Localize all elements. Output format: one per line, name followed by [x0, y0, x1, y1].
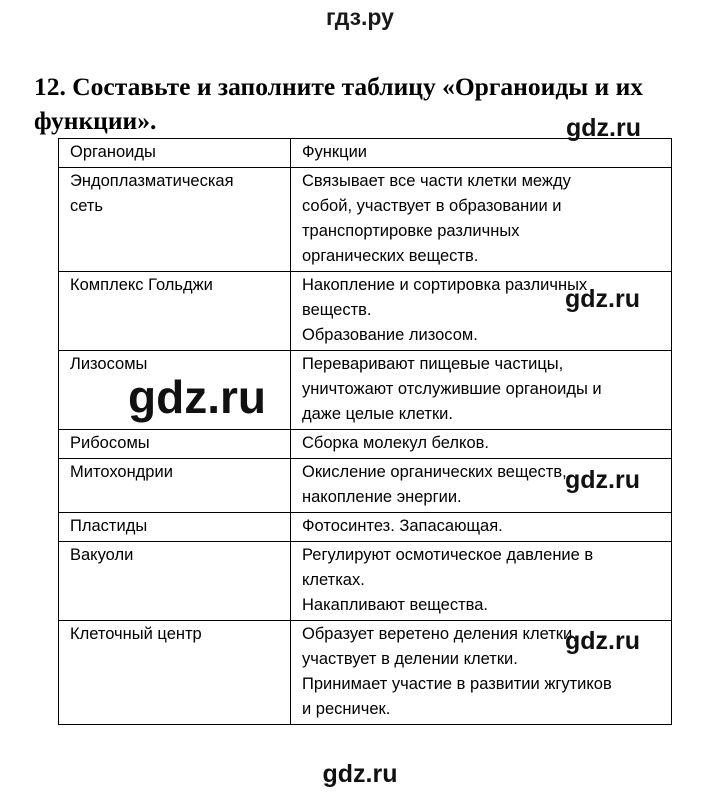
- organoid-cell: [59, 272, 291, 351]
- function-text-line: даже целые клетки.: [302, 405, 453, 423]
- organoid-name-line: Вакуоли: [70, 546, 134, 564]
- function-text-line: клетках.: [302, 571, 365, 589]
- site-header-watermark: гдз.ру: [326, 4, 394, 30]
- watermark-gdz: gdz.ru: [566, 114, 641, 142]
- function-cell: [291, 351, 672, 430]
- footer-watermark: gdz.ru: [322, 760, 398, 788]
- organoid-name-line: Эндоплазматическая: [70, 172, 234, 190]
- table-row: [59, 513, 672, 542]
- function-text-line: Образует веретено деления клетки,: [302, 625, 577, 643]
- function-text-line: Переваривают пищевые частицы,: [302, 355, 564, 373]
- function-text-line: уничтожают отслужившие органоиды и: [302, 380, 602, 398]
- function-text-line: Связывает все части клетки между: [302, 172, 571, 190]
- function-text-line: Образование лизосом.: [302, 326, 478, 344]
- watermark-gdz-large: gdz.ru: [128, 371, 266, 423]
- function-cell: [291, 430, 672, 459]
- function-text-line: Накопление и сортировка различных: [302, 276, 588, 294]
- watermark-gdz: gdz.ru: [565, 285, 640, 313]
- organoid-name-line: Комплекс Гольджи: [70, 276, 213, 294]
- function-cell: [291, 542, 672, 621]
- organoid-name-line: Клеточный центр: [70, 625, 202, 643]
- task-title: 12. Составьте и заполните таблицу «Органоиды и их функции».: [34, 72, 644, 135]
- organoid-cell: [59, 621, 291, 725]
- function-text-line: Накапливают вещества.: [302, 596, 489, 614]
- organoid-cell: [59, 542, 291, 621]
- function-text-line: Принимает участие в развитии жгутиков: [302, 675, 612, 693]
- table-header-row: [59, 139, 672, 168]
- organoid-name-line: Лизосомы: [70, 355, 148, 373]
- organoid-cell: [59, 430, 291, 459]
- function-text-line: транспортировке различных: [302, 222, 520, 240]
- function-text-line: участвует в делении клетки.: [302, 650, 518, 668]
- function-text-line: и ресничек.: [302, 700, 391, 718]
- function-text-line: собой, участвует в образовании и: [302, 197, 562, 215]
- function-cell: [291, 513, 672, 542]
- function-text-line: накопление энергии.: [302, 488, 462, 506]
- organoid-name-line: Митохондрии: [70, 463, 173, 481]
- table-row: [59, 430, 672, 459]
- organoid-cell: [59, 168, 291, 272]
- table-row: [59, 168, 672, 272]
- function-cell: [291, 168, 672, 272]
- function-text-line: веществ.: [302, 301, 372, 319]
- table-row: [59, 542, 672, 621]
- watermark-gdz: gdz.ru: [565, 466, 640, 494]
- function-text-line: Регулируют осмотическое давление в: [302, 546, 594, 564]
- column-header-organoids: Органоиды: [59, 139, 291, 168]
- organoid-name-line: Рибосомы: [70, 434, 150, 452]
- organoid-name-line: Пластиды: [70, 517, 148, 535]
- function-text-line: Фотосинтез. Запасающая.: [302, 517, 503, 535]
- organoid-name-line: сеть: [70, 197, 104, 215]
- function-text-line: Сборка молекул белков.: [302, 434, 489, 452]
- function-text-line: органических веществ.: [302, 247, 479, 265]
- organoid-cell: [59, 513, 291, 542]
- function-text-line: Окисление органических веществ,: [302, 463, 567, 481]
- column-header-functions: Функции: [291, 139, 672, 168]
- watermark-gdz: gdz.ru: [565, 627, 640, 655]
- organoid-cell: [59, 459, 291, 513]
